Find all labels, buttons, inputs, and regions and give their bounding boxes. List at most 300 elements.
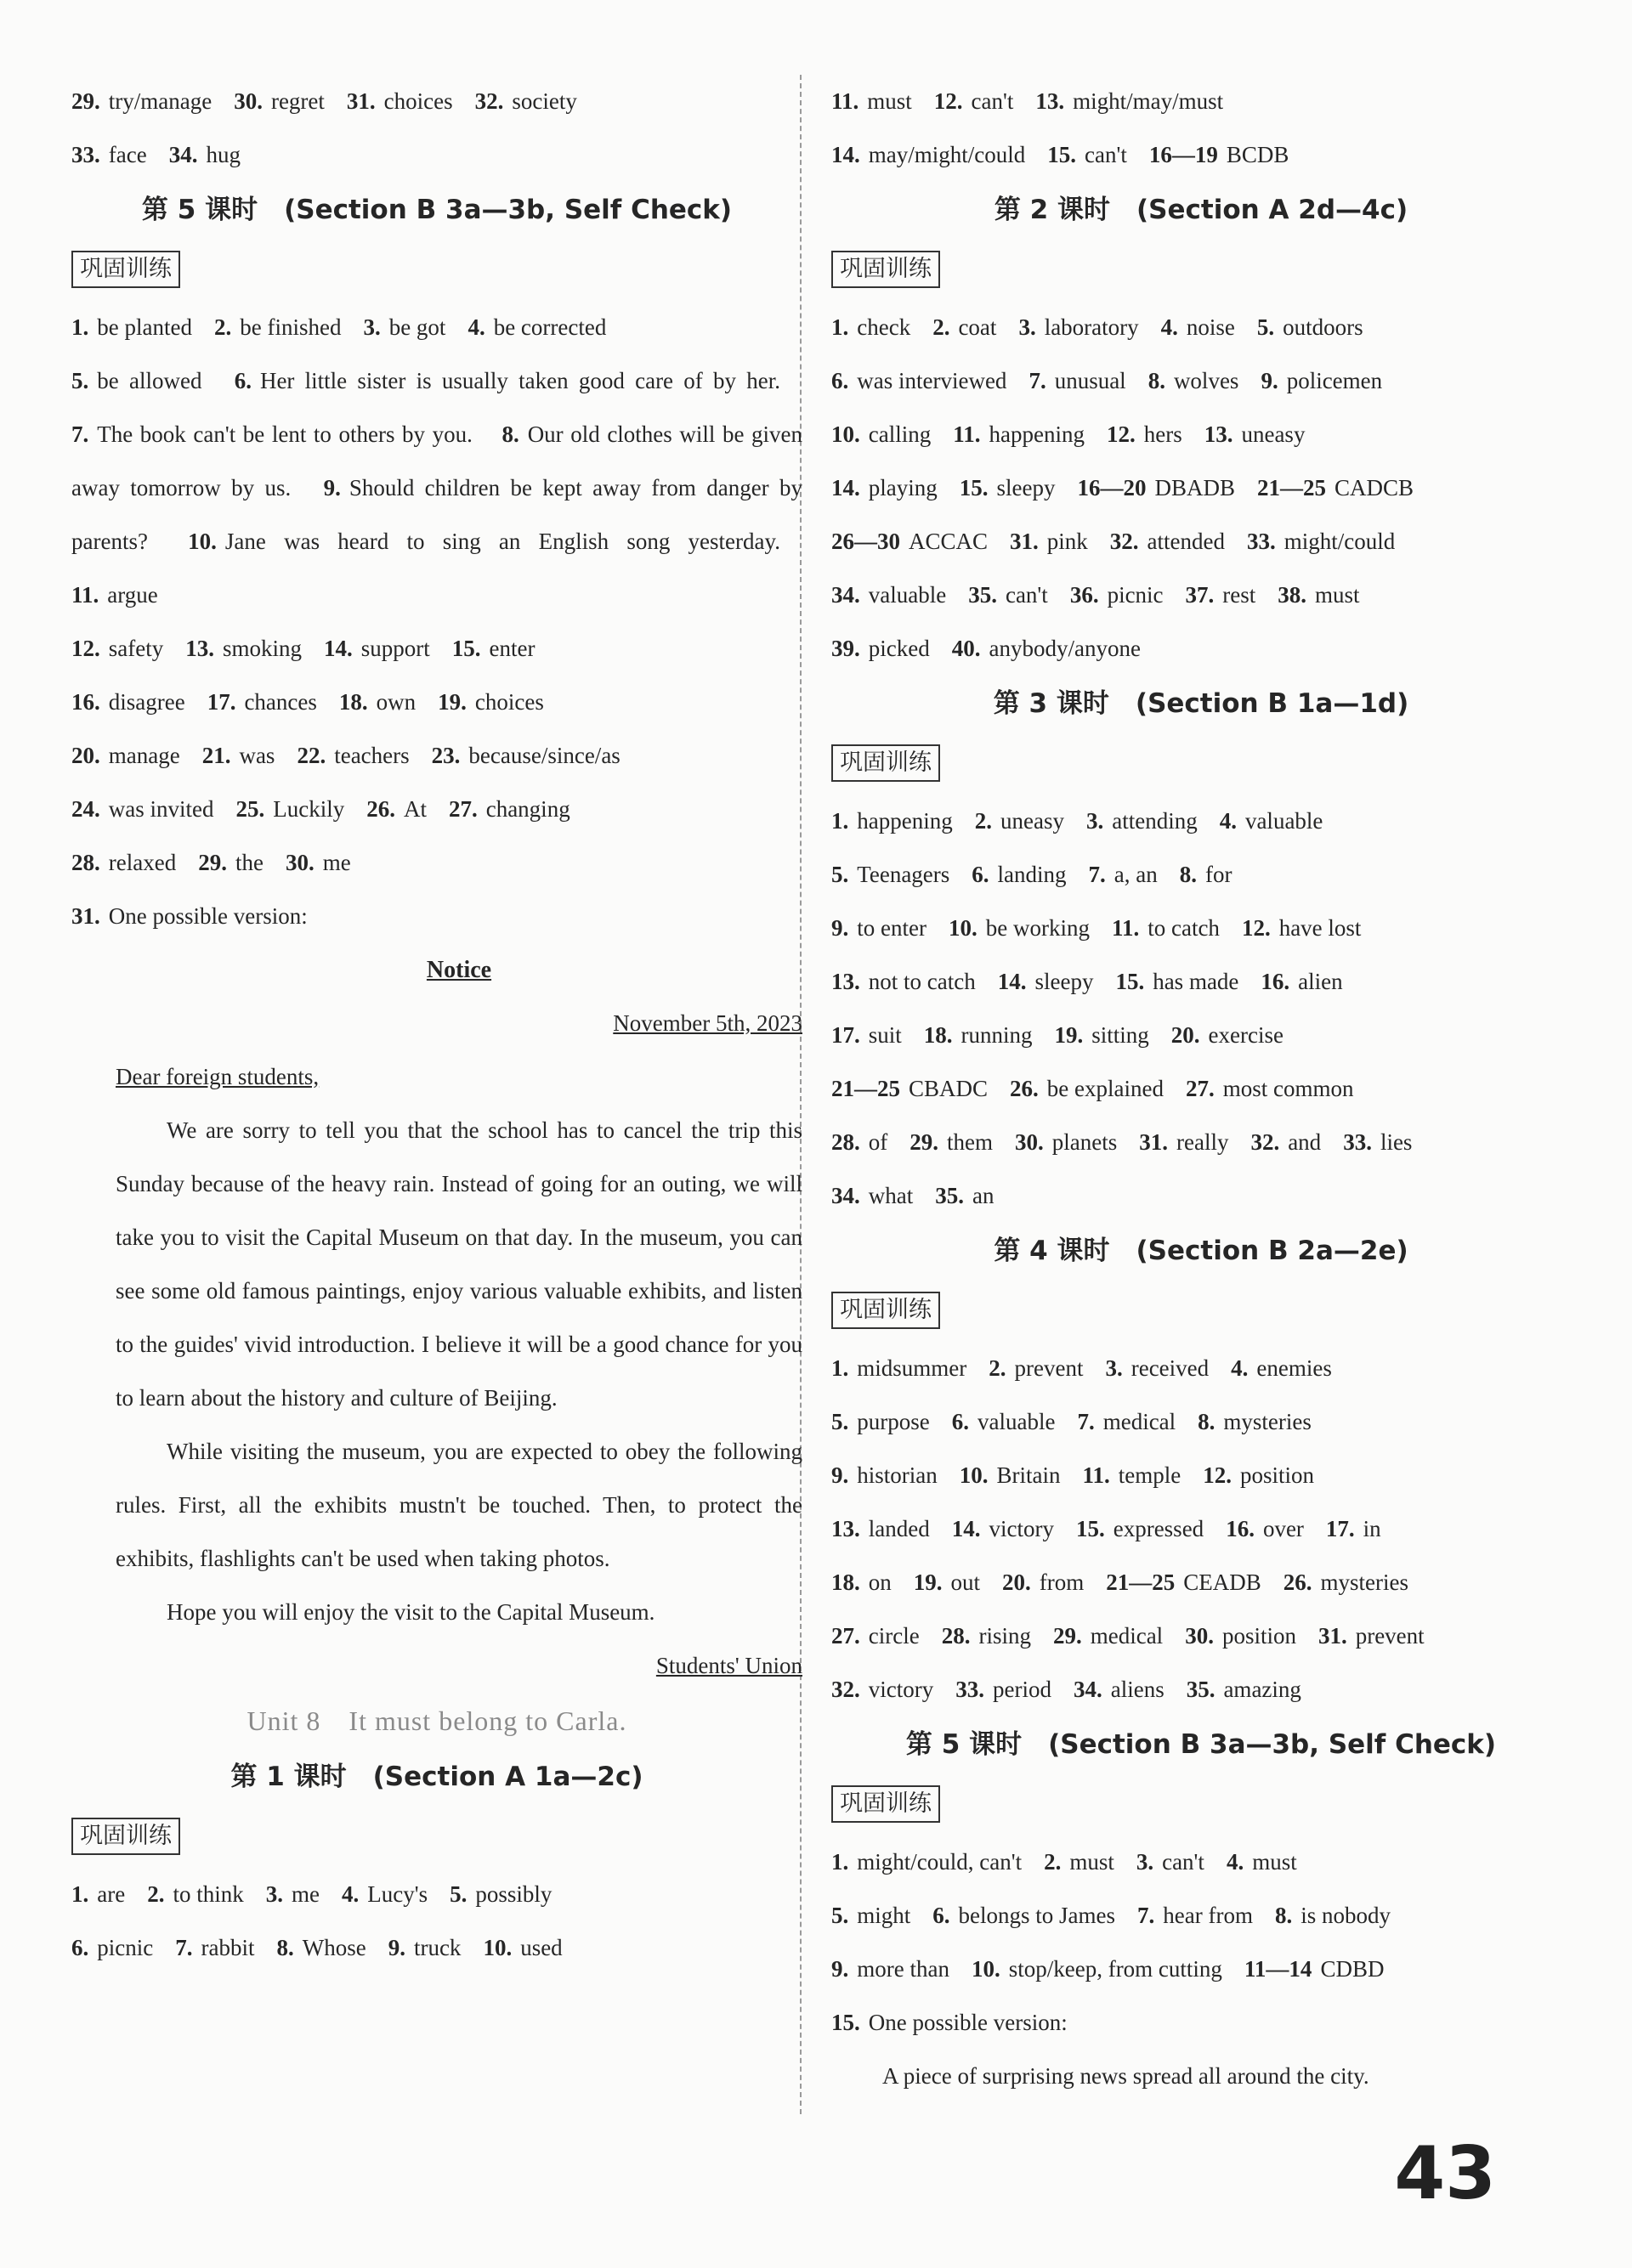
answer-text: be working [985,915,1090,941]
answer-line [831,1395,1571,1449]
answer-number: 3. [363,314,381,340]
answer-line [831,408,1571,461]
answer-line [831,75,1571,128]
answer-line [831,955,1571,1009]
answer-number: 12. [1203,1462,1232,1488]
sample-essay [71,943,802,1693]
answer-number: 33. [1247,529,1276,554]
answer-number: 5. [831,1409,849,1434]
answer-text: happening [989,421,1085,447]
answer-number: 31. [1318,1623,1347,1649]
answer-number: 12. [1241,915,1271,941]
answer-text: Lucy's [367,1881,428,1907]
answer-text: circle [868,1623,920,1649]
answer-text: unusual [1054,368,1126,393]
answer-text: me [291,1881,320,1907]
answer-number: 27. [1185,1076,1215,1101]
answer-line [831,515,1571,568]
answer-number: 26. [1010,1076,1039,1101]
answer-number: 1. [831,1849,849,1875]
answer-text: from [1039,1570,1085,1595]
answer-number: 2. [213,314,232,340]
answer-text: hug [206,142,241,167]
answer-number: 14. [831,142,860,167]
answer-text: rest [1222,582,1256,608]
answer-number: 25. [235,796,265,822]
answer-text: pink [1046,529,1088,554]
answer-number: 3. [265,1881,283,1907]
answer-number: 14. [951,1516,981,1541]
answer-text: what [868,1183,914,1208]
essay-title: Notice [426,957,492,983]
answer-text: to enter [857,915,926,941]
answer-number: 31. [1139,1129,1168,1155]
answer-number: 7. [1028,368,1046,393]
answer-line [831,795,1571,848]
answer-text: attending [1112,808,1198,834]
answer-number: 13. [185,636,214,661]
answer-line [831,461,1571,515]
answer-number: 30. [234,88,263,114]
practice-tag: 巩固训练 [831,1785,940,1823]
answer-text: aliens [1110,1677,1164,1702]
answer-text: laboratory [1044,314,1139,340]
lesson-heading: 第 1 课时 (Section A 1a—2c) [230,1762,643,1792]
answer-number: 1. [831,808,849,834]
answer-text: try/manage [108,88,212,114]
answer-number: 14. [997,969,1027,994]
answer-text: choices [383,88,453,114]
answer-number: 9. [831,1956,849,1982]
answer-number: 4. [1231,1355,1249,1381]
answer-number: 16. [1261,969,1290,994]
answer-number: 16. [1226,1516,1255,1541]
essay-paragraph: Hope you will enjoy the visit to the Capital Museum. [167,1599,655,1625]
page-number: 43 [1394,2131,1496,2216]
lesson-heading: 第 5 课时 (Section B 3a—3b, Self Check) [905,1729,1497,1760]
answer-line [831,902,1571,955]
answer-lines [71,622,802,943]
answer-text: calling [868,421,932,447]
answer-number: 9. [1261,368,1278,393]
answer-text: sitting [1091,1022,1149,1048]
answer-text: more than [857,1956,949,1982]
answer-number: 11—14 [1244,1956,1312,1982]
answer-text: an [972,1183,994,1208]
answer-text: amazing [1223,1677,1301,1702]
answer-page [58,75,1571,2233]
answer-number: 4. [1226,1849,1244,1875]
answer-number: 37. [1185,582,1215,608]
essay-date: November 5th, 2023 [613,1010,802,1036]
answer-number: 16. [71,689,100,715]
answer-line [831,622,1571,676]
answer-number: 12. [933,88,963,114]
answer-text: midsummer [857,1355,967,1381]
answer-number: 31. [1010,529,1039,554]
answer-number: 2. [1044,1849,1062,1875]
answer-number: 29. [1052,1623,1082,1649]
answer-number: 26. [1283,1570,1312,1595]
answer-number: 13. [831,969,860,994]
practice-tag: 巩固训练 [71,251,180,288]
answer-text: because/since/as [468,743,620,768]
answer-number: 12. [1106,421,1136,447]
answer-number: 2. [989,1355,1006,1381]
answer-text: on [868,1570,892,1595]
answer-number: 19. [438,689,467,715]
answer-text: are [97,1881,126,1907]
answer-number: 10. [831,421,860,447]
answer-line [831,1943,1571,1996]
answer-text: for [1205,862,1232,887]
answer-number: 33. [955,1677,984,1702]
answer-number: 38. [1278,582,1307,608]
answer-text: possibly [475,1881,552,1907]
answer-line [831,1996,1571,2050]
answer-number: 5. [831,1903,849,1928]
answer-number: 3. [1085,808,1104,834]
answer-number: 15. [959,475,989,501]
answer-line [831,1342,1571,1395]
answer-text: playing [868,475,938,501]
answer-number: 6. [932,1903,950,1928]
answer-number: 4. [1219,808,1237,834]
answer-text: in [1363,1516,1381,1541]
answer-number: 29. [910,1129,938,1155]
lesson-heading: 第 5 课时 (Section B 3a—3b, Self Check) [141,195,733,225]
answer-text: check [857,314,911,340]
answer-text: enemies [1256,1355,1332,1381]
answer-number: 34. [1073,1677,1102,1702]
answer-number: 6. [972,862,989,887]
answer-text: received [1130,1355,1210,1381]
answer-number: 8. [276,1935,294,1960]
answer-number: 32. [1109,529,1139,554]
answer-line [831,301,1571,354]
answer-number: 18. [923,1022,953,1048]
answer-text: At [403,796,427,822]
answer-number: 34. [831,582,860,608]
answer-number: 5. [450,1881,468,1907]
answer-line [831,1502,1571,1556]
answer-line [831,1116,1571,1169]
answer-number: 22. [297,743,326,768]
left-column [71,75,802,1975]
answer-number: 29. [198,850,227,875]
answer-number: 14. [323,636,353,661]
answer-number: 17. [207,689,236,715]
answer-number: 15. [1115,969,1145,994]
answer-text: really [1176,1129,1229,1155]
lesson-heading: 第 4 课时 (Section B 2a—2e) [994,1236,1408,1266]
answer-text: ACCAC [909,529,989,554]
answer-number: 12. [71,636,100,661]
answer-number: 3. [1018,314,1036,340]
answer-number: 13. [1204,421,1233,447]
essay-signature: Students' Union [655,1653,802,1678]
answer-text: be finished [240,314,342,340]
answer-number: 29. [71,88,100,114]
practice-tag: 巩固训练 [831,744,940,782]
answer-text: BCDB [1226,142,1289,167]
answer-text: CDBD [1320,1956,1385,1982]
answer-text: planets [1051,1129,1118,1155]
answer-number: 6. [71,1935,89,1960]
answer-line [71,622,802,676]
answer-number: 20. [1002,1570,1031,1595]
answer-line [71,1868,802,1921]
answer-number: 1. [71,314,89,340]
answer-number: 13. [1035,88,1065,114]
answer-text: must [1252,1849,1297,1875]
answer-text: can't [1005,582,1048,608]
answer-text: own [376,689,416,715]
answer-text: One possible version: [108,903,308,929]
answer-text: mysteries [1223,1409,1312,1434]
answer-number: 28. [941,1623,971,1649]
answer-number: 8. [1198,1409,1216,1434]
answer-line [831,1449,1571,1502]
answer-text: teachers [334,743,410,768]
answer-text: wolves [1173,368,1239,393]
answer-text: be corrected [493,314,607,340]
essay-paragraph: We are sorry to tell you that the school has to cancel the trip this Sunday because of the heavy rain. Instead of going for an outing, we will take you to visit the Capital Museum on that day. In the museum, you can see some old famous paintings, enjoy various valuable exhibits, and listen to the guides' vivid introduction. I believe it will be a good chance for you to learn about the history and culture of Beijing. [116,1117,802,1411]
answer-text: outdoors [1283,314,1363,340]
answer-number: 2. [974,808,992,834]
answer-line [831,848,1571,902]
answer-line [71,890,802,943]
answer-text: lies [1380,1129,1413,1155]
answer-number: 2. [932,314,950,340]
answer-number: 18. [338,689,368,715]
answer-text: DBADB [1154,475,1235,501]
answer-line [71,75,802,128]
answer-text: be planted [97,314,192,340]
answer-line [71,783,802,836]
answer-line [831,1556,1571,1609]
answer-number: 32. [1250,1129,1280,1155]
answer-line [831,568,1571,622]
answer-text: CEADB [1183,1570,1261,1595]
answer-number: 15. [1047,142,1076,167]
answer-text: might/could, can't [857,1849,1023,1875]
answer-lines [71,1868,802,1975]
answer-line [71,301,802,354]
answer-number: 35. [935,1183,964,1208]
answer-number: 3. [1105,1355,1123,1381]
answer-text: victory [868,1677,934,1702]
answer-text: coat [958,314,997,340]
answer-text: rising [978,1623,1031,1649]
answer-number: 31. [71,903,100,929]
answer-text: must [1069,1849,1114,1875]
answer-text: valuable [1244,808,1323,834]
essay-paragraph: A piece of surprising news spread all around the city. [882,2063,1369,2089]
answer-line [831,1009,1571,1062]
answer-line [71,676,802,729]
answer-lines [831,795,1571,1223]
answer-text: suit [868,1022,902,1048]
answer-text: enter [489,636,536,661]
answer-text: has made [1153,969,1239,994]
answer-number: 30. [285,850,314,875]
answer-line [831,1062,1571,1116]
answer-number: 32. [831,1677,860,1702]
answer-text: might [857,1903,911,1928]
answer-text: hear from [1163,1903,1253,1928]
answer-text: the [235,850,264,875]
answer-line [831,1169,1571,1223]
answer-number: 35. [1186,1677,1216,1702]
answer-number: 7. [1077,1409,1095,1434]
answer-number: 15. [831,2010,860,2035]
answer-number: 28. [71,850,100,875]
answer-number: 10. [959,1462,989,1488]
answer-line [71,836,802,890]
answer-text: mysteries [1320,1570,1408,1595]
answer-text: victory [989,1516,1054,1541]
answer-number: 18. [831,1570,860,1595]
answer-line [831,128,1571,182]
answer-number: 21. [201,743,231,768]
answer-text: most common [1222,1076,1354,1101]
answer-number: 7. [175,1935,193,1960]
answer-number: 4. [341,1881,360,1907]
answer-text: must [1315,582,1360,608]
answer-line [831,1609,1571,1663]
answer-number: 13. [831,1516,860,1541]
answer-number: 33. [71,142,100,167]
answer-number: 36. [1069,582,1099,608]
answer-number: 8. [1148,368,1165,393]
answer-text: a, an [1114,862,1158,887]
answer-text: picnic [1107,582,1164,608]
answer-number: 7. [1137,1903,1155,1928]
answer-line [831,1835,1571,1889]
answer-text: rabbit [201,1935,255,1960]
answer-number: 10. [483,1935,513,1960]
answer-number: 9. [831,1462,849,1488]
answer-text: society [512,88,577,114]
answer-line [831,1889,1571,1943]
answer-line [831,1663,1571,1717]
answer-number: 6. [831,368,849,393]
answer-number: 15. [451,636,481,661]
answer-number: 21—25 [831,1076,900,1101]
answer-number: 4. [1160,314,1178,340]
answer-line [71,128,802,182]
answer-text: historian [857,1462,938,1488]
right-column [831,75,1571,2103]
answer-number: 3. [1136,1849,1154,1875]
answer-text: choices [474,689,544,715]
answer-text: was interviewed [857,368,1007,393]
answer-number: 8. [1274,1903,1293,1928]
answer-lines [831,1342,1571,1717]
answer-text: chances [244,689,317,715]
answer-text: purpose [857,1409,930,1434]
answer-text: CBADC [909,1076,989,1101]
answer-number: 30. [1185,1623,1214,1649]
answer-text: exercise [1208,1022,1284,1048]
answer-number: 10. [971,1956,1000,1982]
answer-number: 5. [1256,314,1275,340]
answer-number: 27. [831,1623,860,1649]
answer-text: attended [1147,529,1226,554]
answer-text: uneasy [1241,421,1306,447]
answer-text: medical [1090,1623,1164,1649]
answer-number: 19. [913,1570,943,1595]
answer-lines [831,301,1571,676]
answer-number: 24. [71,796,100,822]
answer-number: 2. [147,1881,165,1907]
answer-number: 9. [388,1935,405,1960]
answer-number: 7. [1088,862,1106,887]
answer-text: position [1221,1623,1296,1649]
answer-text: was [239,743,275,768]
answer-text: happening [857,808,953,834]
answer-text: manage [108,743,180,768]
answer-text: was invited [108,796,214,822]
practice-tag: 巩固训练 [831,251,940,288]
answer-number: 9. [831,915,849,941]
practice-tag: 巩固训练 [831,1292,940,1329]
answer-number: 28. [831,1129,860,1155]
answer-text: anybody/anyone [989,636,1141,661]
answer-number: 15. [1075,1516,1105,1541]
answer-text: temple [1118,1462,1182,1488]
answer-text: prevent [1014,1355,1084,1381]
answer-text: landed [868,1516,930,1541]
answer-number: 35. [968,582,997,608]
answer-text: CADCB [1334,475,1414,501]
answer-text: truck [413,1935,462,1960]
answer-number: 14. [831,475,860,501]
answer-text: Britain [996,1462,1061,1488]
answer-text: medical [1102,1409,1176,1434]
answer-text: regret [270,88,325,114]
answer-text: picnic [97,1935,154,1960]
practice-tag: 巩固训练 [71,1818,180,1855]
answer-number: 19. [1054,1022,1084,1048]
answer-text: must [867,88,912,114]
answer-text: picked [868,636,930,661]
answer-number: 23. [431,743,461,768]
answer-text: smoking [222,636,302,661]
answer-number: 21—25 [1106,1570,1176,1595]
answer-number: 11. [1082,1462,1110,1488]
answer-number: 1. [831,1355,849,1381]
answer-text: them [947,1129,993,1155]
essay-paragraph: While visiting the museum, you are expected to obey the following rules. First, all the exhibits mustn't be touched. Then, to protect the exhibits, flashlights can't be used when taking photos. [116,1439,802,1571]
answer-text: to catch [1148,915,1220,941]
answer-number: 26. [366,796,395,822]
answer-number: 17. [831,1022,860,1048]
answer-number: 31. [346,88,376,114]
answer-text: to think [173,1881,244,1907]
answer-number: 34. [168,142,198,167]
answer-number: 16—20 [1077,475,1147,501]
answer-text: belongs to James [958,1903,1115,1928]
answer-text: be got [388,314,446,340]
answer-text: might/could [1284,529,1396,554]
answer-text: valuable [977,1409,1056,1434]
answer-number: 4. [468,314,485,340]
answer-text: can't [1162,1849,1204,1875]
answer-text: of [868,1129,888,1155]
lesson-heading: 第 3 课时 (Section B 1a—1d) [993,688,1409,719]
